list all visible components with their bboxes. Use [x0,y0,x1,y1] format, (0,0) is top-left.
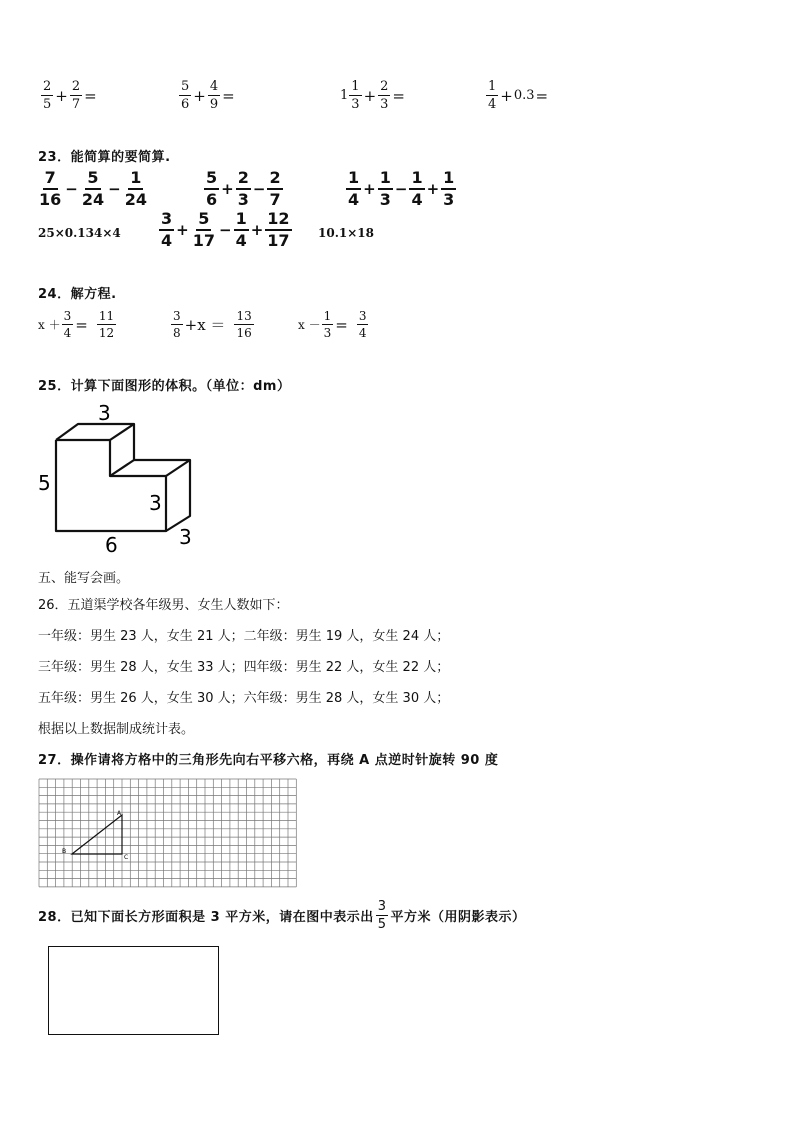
q24-heading: 24．解方程. [38,287,117,302]
q23-expr-2: $\frac{5}{6}$ + $\frac{2}{3}$ − $\frac{2}{7}$ [206,168,281,209]
q23-expr-4: 25×0.134×4 [38,226,121,240]
q26-line-1: 一年级：男生 23 人，女生 21 人；二年级：男生 19 人，女生 24 人； [38,629,450,644]
q23-expr-5: $\frac{3}{4}$ + $\frac{5}{17}$ − $\frac{1}{4}$ + $\frac{12}{17}$ [161,209,290,250]
q26-line-2: 三年级：男生 28 人，女生 33 人；四年级：男生 22 人，女生 22 人； [38,660,450,675]
q26-heading: 26．五道渠学校各年级男、女生人数如下： [38,598,289,613]
fraction: $\frac{5}{6}$ [181,79,190,112]
label-left: 5 [38,471,51,495]
q26-line-4: 根据以上数据制成统计表。 [38,722,195,737]
q26-line-3: 五年级：男生 26 人，女生 30 人；六年级：男生 28 人，女生 30 人； [38,691,450,706]
fraction: $\frac{1}{3}$ [351,79,360,112]
section-five-heading: 五、能写会画。 [38,571,130,586]
l-shape-solid-figure [30,398,230,560]
label-inner: 3 [149,491,162,515]
q23-expr-3: $\frac{1}{4}$ + $\frac{1}{3}$ − $\frac{1}{4}$ + $\frac{1}{3}$ [348,168,455,209]
fraction: $\frac{1}{4}$ [488,79,497,112]
q24-equation-3: x － $\frac{1}{3}$ = $\frac{3}{4}$ [298,309,367,340]
label-depth: 3 [179,525,192,549]
top-expr-2: $\frac{5}{6}$ + $\frac{4}{9}$ = [181,79,235,112]
fraction: $\frac{4}{9}$ [209,79,219,112]
q23-expr-1: $\frac{7}{16}$ − $\frac{5}{24}$ − $\frac{1}{24}$ [39,168,147,209]
q23-expr-6: 10.1×18 [318,226,374,240]
q24-equation-1: x ＋ $\frac{3}{4}$ = $\frac{11}{12}$ [38,309,115,340]
q25-heading: 25．计算下面图形的体积。（单位：dm） [38,379,291,394]
label-top: 3 [98,401,111,425]
fraction: $\frac{2}{7}$ [71,79,81,112]
fraction: $\frac{2}{3}$ [380,79,389,112]
square-grid [38,778,300,891]
point-c-label: C [124,854,129,861]
point-b-label: B [62,848,67,855]
fraction: $\frac{2}{5}$ [43,79,52,112]
top-expr-1: $\frac{2}{5}$ + $\frac{2}{7}$ = [43,79,97,112]
q28-heading: 28．已知下面长方形面积是 3 平方米，请在图中表示出 $\frac{3}{5}$ 平方米（用阴影表示） [38,899,526,932]
rectangle-area [48,946,219,1035]
q27-heading: 27．操作请将方格中的三角形先向右平移六格，再绕 A 点逆时针旋转 90 度 [38,753,499,768]
top-expr-4: $\frac{1}{4}$ + 0.3 = [488,79,549,112]
top-expr-3: 1 $\frac{1}{3}$ + $\frac{2}{3}$ = [340,79,405,112]
q23-heading: 23．能简算的要简算. [38,150,171,165]
label-bottom: 6 [105,533,118,557]
q24-equation-2: $\frac{3}{8}$ +x ＝ $\frac{13}{16}$ [173,309,252,340]
point-a-label: A [117,810,122,817]
